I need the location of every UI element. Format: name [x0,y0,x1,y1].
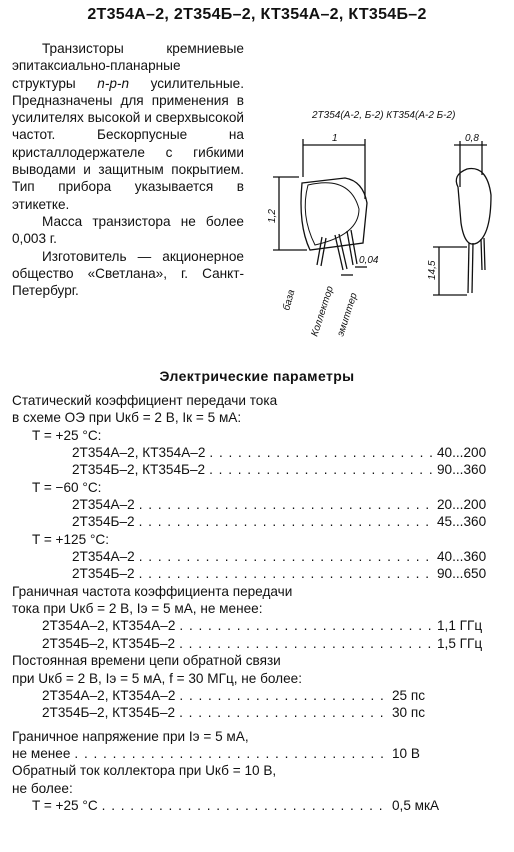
current-title-line2: не более: [12,780,73,796]
document-title: 2Т354А–2, 2Т354Б–2, КТ354А–2, КТ354Б–2 [87,6,427,23]
parameters-list [12,392,507,814]
dim-lead-label: 0,04 [359,255,379,266]
param-row: T = +25 °С . . . 0,5 мкА [12,797,507,814]
temp-minus60: T = −60 °С: [32,479,102,495]
param-row: 2Т354Б–2 . . . 90...650 [12,565,507,582]
lead-base-label: база [281,288,298,312]
param-row: 2Т354А–2, КТ354А–2 . . . 25 пс [12,687,507,704]
freq-title-line2: тока при Uкб = 2 В, Iэ = 5 мА, не менее: [12,601,263,617]
voltage-title: Граничное напряжение при Iэ = 5 мА, [12,728,249,744]
param-row: 2Т354А–2 . . . 40...360 [12,548,507,565]
freq-title-line1: Граничная частота коэффициента передачи [12,583,293,599]
npn-term: n-p-n [97,75,130,91]
param-row: 2Т354А–2, КТ354А–2 . . . 1,1 ГГц [12,617,507,634]
h21-title-line1: Статический коэффициент передачи тока [12,393,278,408]
current-title-line1: Обратный ток коллектора при Uкб = 10 В, [12,763,277,779]
manufacturer-paragraph: Изготовитель — акционерное общество «Светлана», г. Санкт-Петербург. [12,248,244,299]
param-row: 2Т354А–2 . . . 20...200 [12,496,507,513]
h21-title-line2: в схеме ОЭ при Uкб = 2 В, Iк = 5 мА: [12,410,242,426]
section-title: Электрические параметры [159,368,355,384]
tau-title-line1: Постоянная времени цепи обратной связи [12,653,281,669]
param-row: 2Т354Б–2, КТ354Б–2 . . . 30 пс [12,704,507,721]
param-row: не менее . . . 10 В [12,745,507,762]
intro-text [12,40,244,299]
tau-title-line2: при Uкб = 2 В, Iэ = 5 мА, f = 30 МГц, не более: [12,670,303,686]
dim-width-label: 1 [332,133,338,144]
dim-side-label: 0,8 [465,133,479,144]
mass-paragraph: Масса транзистора не более 0,003 г. [12,213,244,247]
lead-collector-label: Коллектор [309,284,337,338]
dim-length-label: 14,5 [427,260,438,280]
transistor-outline-drawing [255,105,510,345]
param-row: 2Т354Б–2, КТ354Б–2 . . . 1,5 ГГц [12,635,507,652]
temp-plus125: T = +125 °С: [32,531,109,547]
param-row: 2Т354Б–2 . . . 45...360 [12,513,507,530]
lead-emitter-label: эмиттер [335,291,360,338]
temp-plus25: T = +25 °С: [32,427,102,443]
description-paragraph: Транзисторы кремниевые эпитаксиально-планарные структуры n-p-n усилительные. Предназначены для применения в усилителях высокой и сверхвысокой частот. Бескорпусные на кристаллодержателе с гибкими выводами и защитным покрытием. Тип прибора указывается в этикетке. [12,41,244,212]
dim-height-label: 1,2 [267,209,278,223]
figure-caption: 2Т354(А-2, Б-2) КТ354(А-2 Б-2) [312,110,456,121]
param-row: 2Т354А–2, КТ354А–2 . . . 40...200 [12,444,507,461]
param-row: 2Т354Б–2, КТ354Б–2 . . . 90...360 [12,461,507,478]
